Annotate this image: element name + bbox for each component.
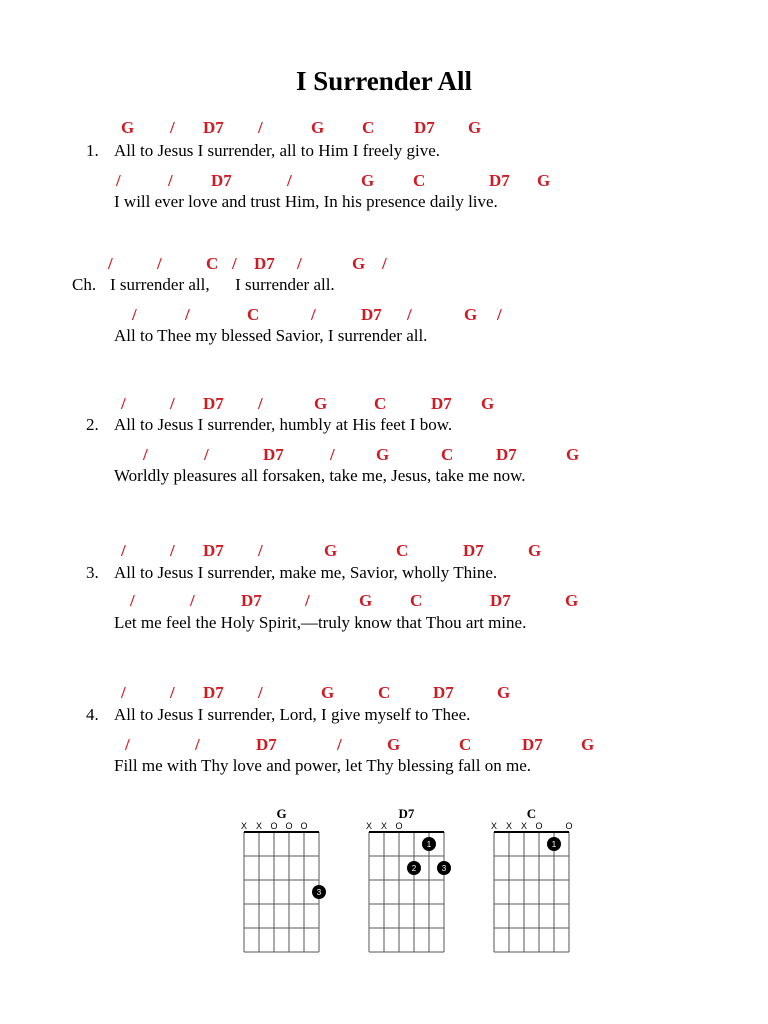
chord: / [130,591,135,610]
chord: G [121,118,135,137]
chord: D7 [490,591,511,610]
chord: C [410,591,423,610]
lyric-line: I will ever love and trust Him, In his presence daily live. [114,192,498,211]
chord: G [314,394,328,413]
string-marker: O [565,821,573,831]
chord: G [376,445,390,464]
chord: C [374,394,387,413]
chord: D7 [254,254,275,273]
chord: / [258,541,263,560]
finger-number: 3 [316,888,322,897]
chord: G [359,591,373,610]
chord: G [581,735,595,754]
chord: D7 [496,445,517,464]
chord: D7 [203,394,224,413]
chord: C [206,254,219,273]
chord: G [537,171,551,190]
finger-number: 3 [441,864,447,873]
chord: G [565,591,579,610]
lyric-line: Fill me with Thy love and power, let Thy blessing fall on me. [114,756,532,775]
chord: C [459,735,472,754]
chord-diagram-g [242,804,332,965]
chorus-label: Ch. [72,275,97,294]
chord-diagram-d7 [367,804,457,965]
chord: / [195,735,200,754]
chord: / [116,171,121,190]
string-marker: X [380,821,388,831]
chord: / [232,254,237,273]
string-marker: X [490,821,498,831]
lyric-line: All to Thee my blessed Savior, I surrender all. [114,326,428,345]
chord: D7 [263,445,284,464]
string-marker: X [255,821,263,831]
chord: G [528,541,542,560]
chord: G [321,683,335,702]
chord: C [441,445,454,464]
chord: / [305,591,310,610]
chord: G [468,118,482,137]
chord: / [170,541,175,560]
chord: / [407,305,412,324]
chord: G [497,683,511,702]
chord: D7 [414,118,435,137]
chord: / [258,394,263,413]
chord: / [185,305,190,324]
chord: / [337,735,342,754]
chord-diagram-name: G [276,806,287,821]
chord: G [361,171,375,190]
verse-number: 3. [86,563,99,582]
string-marker: O [270,821,278,831]
chord: G [481,394,495,413]
chord: / [204,445,209,464]
chord: / [170,394,175,413]
verse-number: 1. [86,141,99,160]
chord: / [121,683,126,702]
chord: C [362,118,375,137]
chord-diagram-c-svg [492,804,582,960]
string-marker: X [365,821,373,831]
string-marker: O [300,821,308,831]
chord: / [125,735,130,754]
verse-number: 4. [86,705,99,724]
chord: D7 [203,118,224,137]
chord: G [352,254,366,273]
chord-diagram-c [492,804,582,965]
chord: / [170,118,175,137]
finger-number: 1 [426,840,432,849]
chord-diagram-g-svg [242,804,332,960]
chord: / [143,445,148,464]
chord: D7 [361,305,382,324]
string-marker: O [395,821,403,831]
chord: G [324,541,338,560]
lyric-line: Let me feel the Holy Spirit,—truly know that Thou art mine. [114,613,527,632]
chord: G [387,735,401,754]
chord: / [121,394,126,413]
chord: D7 [211,171,232,190]
chord: / [287,171,292,190]
chord: D7 [489,171,510,190]
chord: / [330,445,335,464]
lyric-line: All to Jesus I surrender, Lord, I give myself to Thee. [114,705,471,724]
finger-number: 2 [411,864,417,873]
chord: G [464,305,478,324]
chord: / [497,305,502,324]
chord: / [382,254,387,273]
chord: D7 [463,541,484,560]
lyric-line: Worldly pleasures all forsaken, take me, Jesus, take me now. [114,466,526,485]
lyric-line: All to Jesus I surrender, humbly at His feet I bow. [114,415,453,434]
chord: C [413,171,426,190]
chord-diagram-name: D7 [398,806,415,821]
lyric-line: All to Jesus I surrender, make me, Savior, wholly Thine. [114,563,498,582]
string-marker: O [285,821,293,831]
chord: D7 [203,683,224,702]
chord: D7 [241,591,262,610]
chord: / [190,591,195,610]
lyric-line: I surrender all, I surrender all. [110,275,335,294]
chord-diagram-d7-svg [367,804,457,960]
chord: C [396,541,409,560]
chord: / [170,683,175,702]
finger-number: 1 [551,840,557,849]
chord: D7 [256,735,277,754]
chord: / [311,305,316,324]
chord: / [297,254,302,273]
chord: G [311,118,325,137]
chord: D7 [433,683,454,702]
chord: D7 [431,394,452,413]
chord: / [132,305,137,324]
song-title: I Surrender All [295,66,473,96]
chord: / [168,171,173,190]
chord: / [121,541,126,560]
chord: / [258,683,263,702]
chord: / [157,254,162,273]
string-marker: X [505,821,513,831]
chord: / [108,254,113,273]
chord: G [566,445,580,464]
chord-diagram-name: C [526,806,537,821]
chord: C [378,683,391,702]
chord: D7 [522,735,543,754]
chord: / [258,118,263,137]
string-marker: O [535,821,543,831]
string-marker: X [520,821,528,831]
chord: D7 [203,541,224,560]
verse-number: 2. [86,415,99,434]
string-marker: X [240,821,248,831]
lyric-line: All to Jesus I surrender, all to Him I freely give. [114,141,441,160]
chord: C [247,305,260,324]
